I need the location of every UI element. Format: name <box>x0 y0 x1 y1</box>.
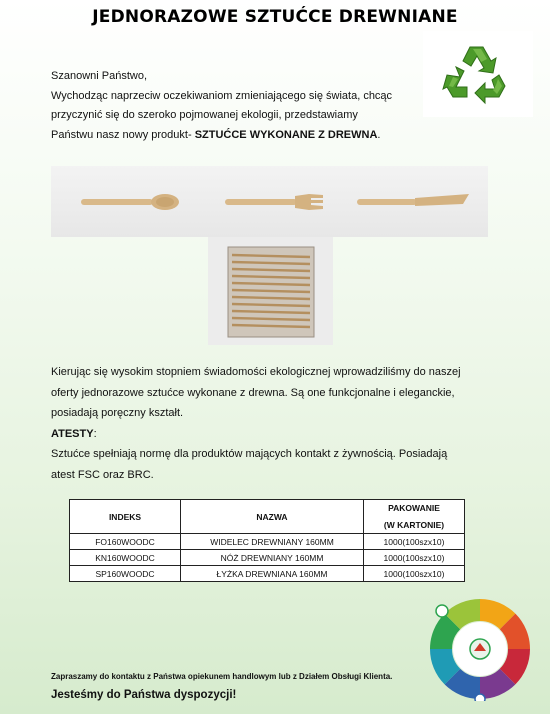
recycle-icon <box>423 31 533 117</box>
header-packaging-line2: (W KARTONIE) <box>383 520 445 530</box>
certificates-colon: : <box>93 427 97 440</box>
cell-packaging: 1000(100szx10) <box>364 566 465 582</box>
description-line: Kierując się wysokim stopniem świadomości ekologicznej wprowadziliśmy do naszej <box>51 366 461 378</box>
table-row <box>70 550 465 566</box>
header-index: INDEKS <box>70 500 181 534</box>
product-name: SZTUĆCE WYKONANE Z DREWNA <box>194 128 378 141</box>
intro-paragraph <box>51 67 421 145</box>
closing-line: Jesteśmy do Państwa dyspozycji! <box>51 689 237 701</box>
header-packaging <box>364 500 465 534</box>
intro-line: przyczynić się do szeroko pojmowanej ekologii, przedstawiamy <box>51 109 358 121</box>
intro-line: Wychodząc naprzeciw oczekiwaniom zmieniającego się świata, chcąc <box>51 89 393 102</box>
description-line: oferty jednorazowe sztućce wykonane z drewna. Są one funkcjonalne i eleganckie, <box>51 386 455 399</box>
page-title: JEDNORAZOWE SZTUĆCE DREWNIANE <box>92 7 458 27</box>
cell-index: SP160WOODC <box>70 566 181 582</box>
wooden-knife-photo <box>343 166 488 237</box>
description <box>51 362 506 485</box>
cell-name: ŁYŻKA DREWNIANA 160MM <box>181 566 364 582</box>
contact-note: Zapraszamy do kontaktu z Państwa opiekunem handlowym lub z Działem Obsługi Klienta. <box>51 672 393 681</box>
certificates-heading <box>51 424 506 445</box>
certificates-label: ATESTY <box>51 427 94 440</box>
table-row <box>70 566 465 582</box>
certificates-line: Sztućce spełniają normę dla produktów mających kontakt z żywnością. Posiadają <box>51 448 448 460</box>
header-name: NAZWA <box>181 500 364 534</box>
intro-line-end: . <box>377 128 381 141</box>
cell-packaging: 1000(100szx10) <box>364 550 465 566</box>
cell-name: WIDELEC DREWNIANY 160MM <box>181 534 364 550</box>
intro-line-text: Państwu nasz nowy produkt- <box>51 128 195 141</box>
wooden-cutlery-bundle-photo <box>208 237 333 345</box>
certificates-line: atest FSC oraz BRC. <box>51 468 154 481</box>
wooden-fork-photo <box>197 166 343 237</box>
intro-line <box>51 126 421 146</box>
wooden-spoon-photo <box>51 166 197 237</box>
product-table <box>69 499 465 582</box>
cell-name: NÓŻ DREWNIANY 160MM <box>181 550 364 566</box>
cell-packaging: 1000(100szx10) <box>364 534 465 550</box>
table-row <box>70 534 465 550</box>
description-line: posiadają poręczny kształt. <box>51 407 184 419</box>
table-header-row <box>70 500 465 534</box>
cell-index: KN160WOODC <box>70 550 181 566</box>
cell-index: FO160WOODC <box>70 534 181 550</box>
greeting: Szanowni Państwo, <box>51 70 147 82</box>
header-packaging-line1: PAKOWANIE <box>388 503 440 513</box>
company-logo-wheel <box>428 597 532 701</box>
